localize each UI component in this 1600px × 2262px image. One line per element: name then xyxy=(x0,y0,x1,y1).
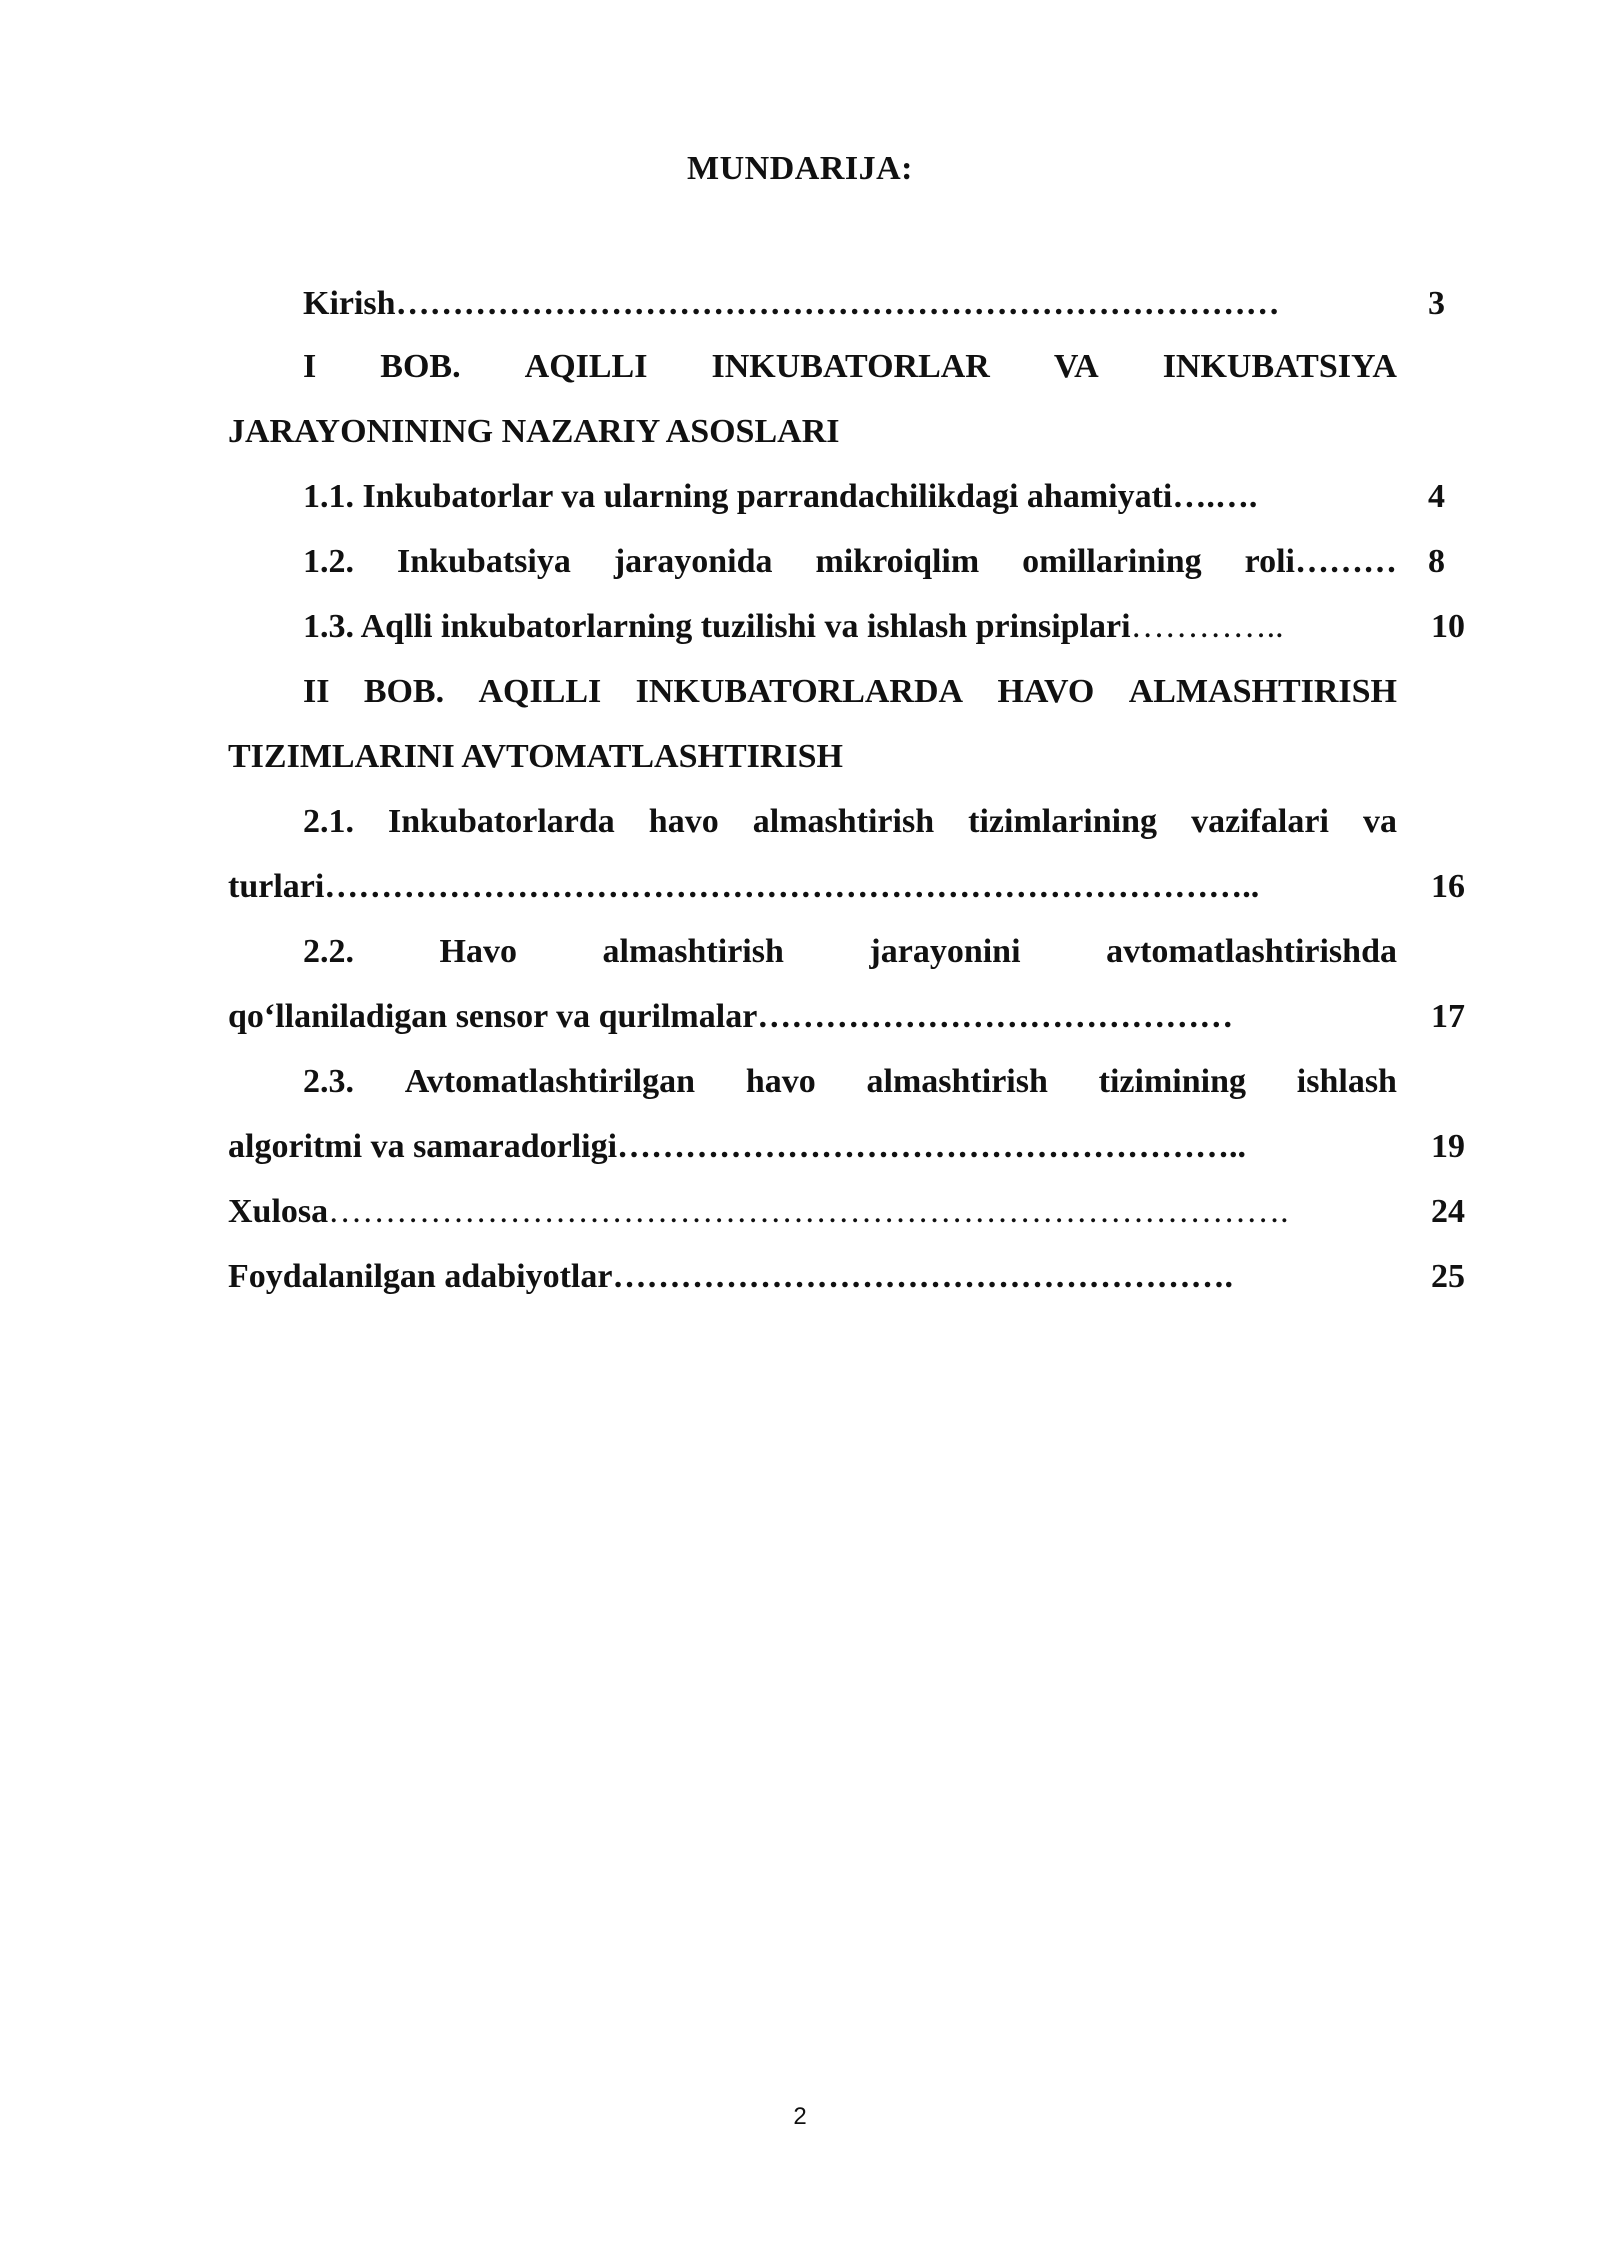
word: 1.2. xyxy=(303,543,354,580)
word: almashtirish xyxy=(602,933,784,970)
word: tizimlarining xyxy=(968,803,1158,840)
word: INKUBATORLAR xyxy=(711,348,990,385)
word: 2.1. xyxy=(303,803,354,840)
toc-page-number: 19 xyxy=(1431,1128,1465,1165)
word: II xyxy=(303,673,330,710)
word: Havo xyxy=(439,933,517,970)
word: havo xyxy=(745,1063,816,1100)
dot-leader: …………………………………………………………………………. xyxy=(328,1193,1289,1230)
word: omillarining xyxy=(1022,543,1202,580)
toc-entry-2-3-line2[interactable]: algoritmi va samaradorligi……………………………………………….. xyxy=(228,1128,1247,1165)
toc-page-number: 17 xyxy=(1431,998,1465,1035)
word: BOB. xyxy=(363,673,445,710)
word: 2.2. xyxy=(303,933,354,970)
toc-entry-2-2-line1[interactable] xyxy=(303,932,1397,972)
word: BOB. xyxy=(380,348,461,385)
word: jarayonida xyxy=(613,543,773,580)
word: ishlash xyxy=(1296,1063,1397,1100)
toc-page-number: 8 xyxy=(1428,543,1445,580)
toc-entry-2-1-line2[interactable]: turlari……………………………………………………………………….. xyxy=(228,868,1260,905)
toc-entry-2-1-line1[interactable] xyxy=(303,802,1397,842)
toc-entry-xulosa[interactable] xyxy=(228,1192,1289,1232)
toc-page-number: 16 xyxy=(1431,868,1465,905)
word: 2.3. xyxy=(303,1063,354,1100)
toc-chapter-1-title-line2[interactable]: JARAYONINING NAZARIY ASOSLARI xyxy=(228,413,840,450)
toc-page-number: 24 xyxy=(1431,1193,1465,1230)
toc-entry-kirish[interactable]: Kirish…………………………………………………………………… xyxy=(303,285,1280,322)
word: I xyxy=(303,348,317,385)
toc-entry-1-1[interactable]: 1.1. Inkubatorlar va ularning parrandachilikdagi ahamiyati….…. xyxy=(303,478,1258,515)
word: AQILLI xyxy=(478,673,602,710)
dot-leader: ………….. xyxy=(1130,608,1284,645)
word: havo xyxy=(648,803,719,840)
word: almashtirish xyxy=(866,1063,1048,1100)
toc-chapter-1-title-line1[interactable] xyxy=(303,347,1397,387)
toc-entry-2-3-line1[interactable] xyxy=(303,1062,1397,1102)
word: almashtirish xyxy=(752,803,935,840)
word: tizimining xyxy=(1098,1063,1246,1100)
word: VA xyxy=(1053,348,1099,385)
entry-title: Xulosa xyxy=(228,1193,329,1230)
word: jarayonini xyxy=(869,933,1021,970)
word: HAVO xyxy=(997,673,1095,710)
word: Avtomatlashtirilgan xyxy=(404,1063,696,1100)
word: vazifalari xyxy=(1191,803,1329,840)
page-title: MUNDARIJA: xyxy=(687,150,913,187)
word: ALMASHTIRISH xyxy=(1128,673,1397,710)
page-number-footer: 2 xyxy=(793,2103,807,2130)
toc-chapter-2-title-line1[interactable] xyxy=(303,672,1397,712)
word: avtomatlashtirishda xyxy=(1106,933,1397,970)
toc-entry-1-3[interactable] xyxy=(303,607,1284,647)
word: Inkubatorlarda xyxy=(388,803,615,840)
toc-page-number: 3 xyxy=(1428,285,1445,322)
word: INKUBATSIYA xyxy=(1162,348,1397,385)
toc-entry-references[interactable]: Foydalanilgan adabiyotlar………………………………………………. xyxy=(228,1258,1233,1295)
entry-title: 1.3. Aqlli inkubatorlarning tuzilishi va ishlash prinsiplari xyxy=(303,608,1131,645)
toc-entry-2-2-line2[interactable]: qo‘llaniladigan sensor va qurilmalar…………………………………… xyxy=(228,998,1234,1035)
word: Inkubatsiya xyxy=(396,543,571,580)
word: va xyxy=(1362,803,1397,840)
word: roli……… xyxy=(1244,543,1397,580)
word: AQILLI xyxy=(524,348,648,385)
toc-page-number: 4 xyxy=(1428,478,1445,515)
toc-chapter-2-title-line2[interactable]: TIZIMLARINI AVTOMATLASHTIRISH xyxy=(228,738,844,775)
word: INKUBATORLARDA xyxy=(635,673,964,710)
toc-page-number: 25 xyxy=(1431,1258,1465,1295)
word: mikroiqlim xyxy=(815,543,980,580)
toc-page-number: 10 xyxy=(1431,608,1465,645)
toc-entry-1-2[interactable] xyxy=(303,542,1397,582)
